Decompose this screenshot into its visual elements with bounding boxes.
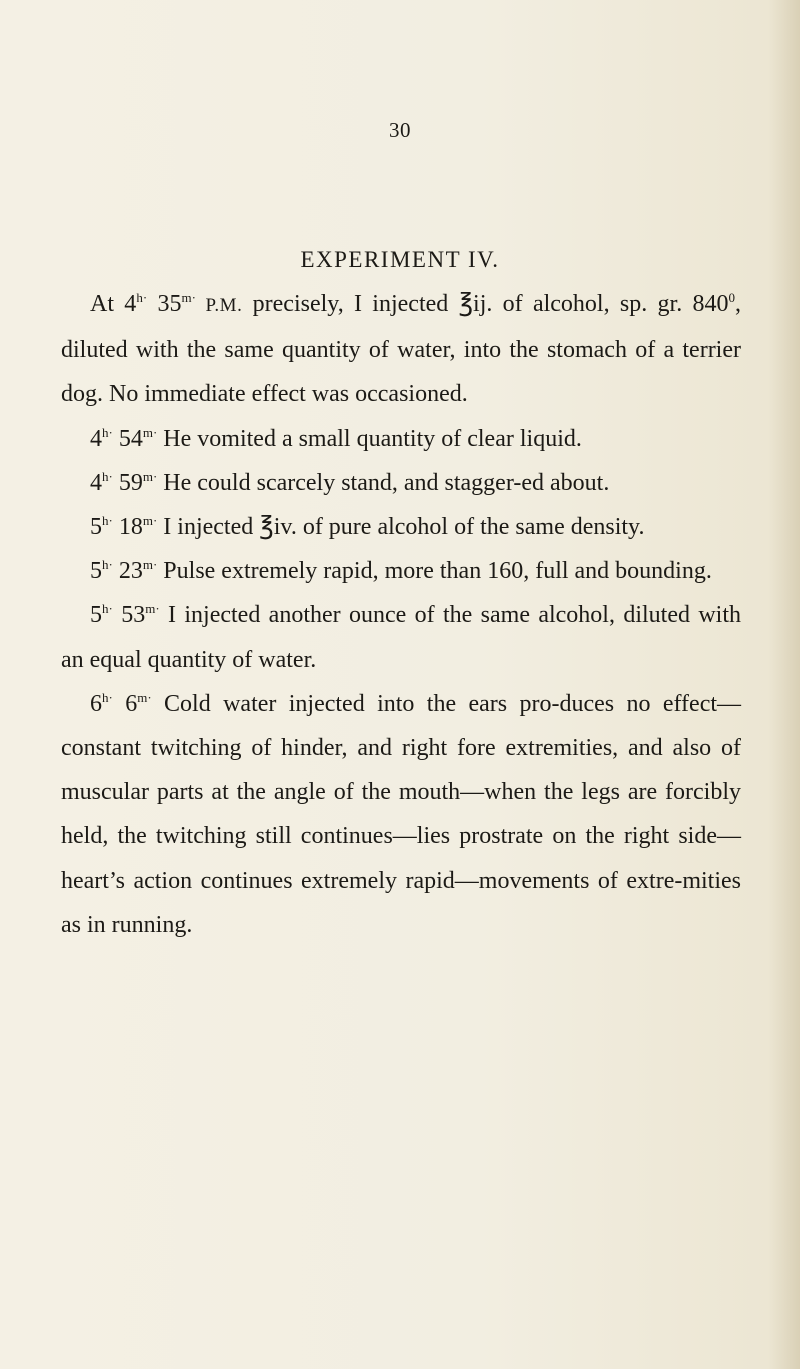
time-unit-superscript: h· bbox=[102, 557, 113, 573]
text-run: iv. of pure alcohol of the same density. bbox=[273, 514, 645, 541]
time-unit-superscript: h· bbox=[102, 424, 113, 440]
page-number: 30 bbox=[389, 118, 411, 142]
time-unit-superscript: h· bbox=[102, 468, 113, 484]
text-run: 59 bbox=[112, 469, 143, 496]
text-run: 5 bbox=[90, 602, 102, 629]
text-run: 6 bbox=[90, 690, 102, 717]
text-run: At 4 bbox=[90, 291, 137, 317]
text-run: I injected another ounce of the same alcohol, diluted with an equal quantity of water. bbox=[61, 602, 742, 673]
time-unit-superscript: h· bbox=[136, 290, 148, 305]
text-run: 6 bbox=[112, 690, 138, 717]
text-run: I injected bbox=[157, 514, 260, 541]
time-of-day-marker: P.M. bbox=[195, 295, 243, 316]
paragraph bbox=[61, 505, 741, 549]
body-text bbox=[61, 282, 741, 947]
text-run: 18 bbox=[112, 514, 143, 541]
time-unit-superscript: h· bbox=[102, 601, 113, 617]
time-unit-superscript: h· bbox=[102, 689, 113, 705]
ounce-symbol: ℥ bbox=[259, 513, 274, 541]
text-run: precisely, I injected bbox=[242, 291, 459, 317]
text-run: 23 bbox=[112, 558, 143, 585]
text-run: 54 bbox=[112, 425, 143, 452]
time-unit-superscript: m· bbox=[142, 424, 158, 440]
paragraph bbox=[61, 593, 741, 681]
text-run: 5 bbox=[90, 558, 102, 585]
text-run: 4 bbox=[90, 469, 102, 496]
time-unit-superscript: 0 bbox=[728, 290, 736, 305]
text-run: Pulse extremely rapid, more than 160, full and bounding. bbox=[157, 558, 712, 585]
section-heading: EXPERIMENT IV. bbox=[300, 247, 500, 272]
time-unit-superscript: m· bbox=[145, 601, 160, 617]
time-unit-superscript: m· bbox=[137, 689, 152, 705]
text-run: ij. of alcohol, sp. gr. 840 bbox=[473, 291, 729, 317]
paragraph bbox=[61, 282, 741, 417]
paragraph bbox=[61, 417, 741, 461]
paragraph bbox=[61, 682, 741, 947]
paragraph bbox=[61, 461, 741, 505]
time-unit-superscript: m· bbox=[142, 513, 158, 529]
time-unit-superscript: m· bbox=[142, 468, 158, 484]
time-unit-superscript: m· bbox=[142, 557, 158, 573]
ounce-symbol: ℥ bbox=[458, 290, 474, 317]
time-unit-superscript: m· bbox=[181, 290, 196, 305]
time-unit-superscript: h· bbox=[102, 513, 113, 529]
text-run: 35 bbox=[147, 291, 182, 317]
text-run: 53 bbox=[112, 602, 146, 629]
text-run: Cold water injected into the ears pro-duces no effect—constant twitching of hinder, and right fore extremities, and also of muscular parts at the angle of the mouth—when the legs are forcibly held, the twitching still continues—lies prostrate on the right side—heart’s action continues extremely rapid—movements of extre-mities as in running. bbox=[61, 690, 742, 938]
text-run: He could scarcely stand, and stagger-ed about. bbox=[157, 469, 610, 496]
text-run: He vomited a small quantity of clear liquid. bbox=[157, 425, 582, 452]
text-run: , diluted with the same quantity of water, into the stomach of a terrier dog. No immediate effect was occasioned. bbox=[61, 291, 742, 408]
text-run: 4 bbox=[90, 425, 102, 452]
text-run: 5 bbox=[90, 514, 102, 541]
paragraph bbox=[61, 549, 741, 593]
